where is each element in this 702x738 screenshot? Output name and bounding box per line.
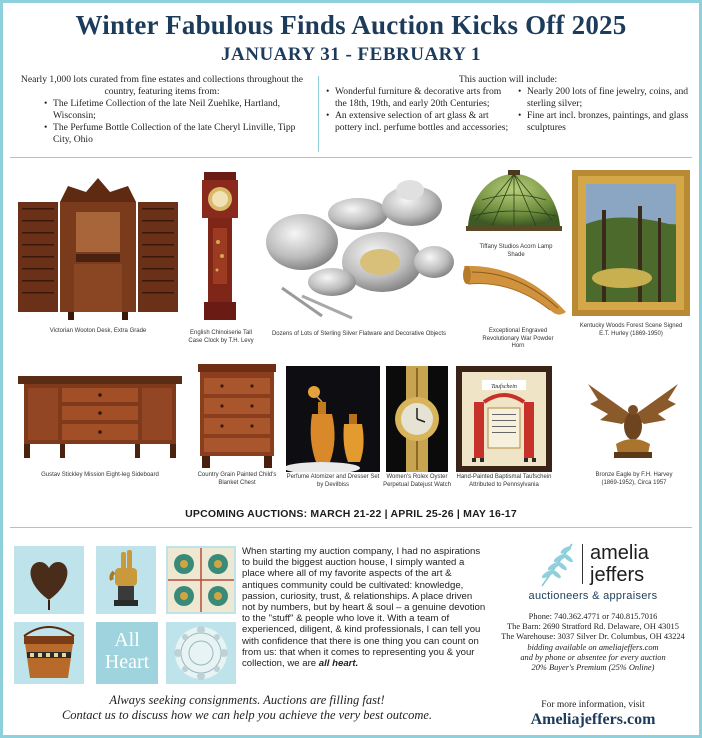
intro-right-text: This auction will include: (458, 74, 558, 85)
intro-left (14, 74, 310, 146)
story-body: When starting my auction company, I had no aspirations to build the biggest auction house, I simply wanted a place where all of my favorite aspects of the art & antiques community could be cultivated: knowledge, passion, curiosity, trust, & relationships. A place driven not by numbers, but by heart & soul – a genuine devotion to the "stuff" & people who love it. With a team of experienced, diligent, & kind professionals, I can tell you with confidence that there is one thing you can count on from us: that when it comes to representing you & your collection, we are (242, 546, 486, 670)
include-list-right (518, 86, 690, 134)
brand-name (590, 542, 649, 586)
quilt-icon (166, 546, 236, 614)
contact-bidding: bidding available on ameliajeffers.com (527, 642, 659, 652)
lot-caption-eagle: Bronze Eagle by F.H. Harvey (1869-1952), Circa 1957 (595, 472, 673, 486)
include-item: • An extensive selection of art glass & art pottery incl. perfume bottles and accessories; (326, 110, 514, 134)
lot-caption-watch: Women's Rolex Oyster Perpetual Datejust Watch (383, 474, 451, 488)
include-list-left (326, 86, 514, 134)
brand-subtitle: auctioneers & appraisers (528, 590, 658, 602)
intro-right (326, 74, 690, 133)
wooden-heart-icon (14, 546, 84, 614)
story-emphasis: all heart. (318, 658, 359, 670)
contact-phone: Phone: 740.362.4771 or 740.815.7016 (528, 612, 658, 621)
brand-divider (582, 544, 583, 584)
brand-name-line2: jeffers (590, 564, 645, 586)
contact-barn: The Barn: 2690 Stratford Rd. Delaware, OH 43015 (507, 622, 679, 632)
lot-caption-fraktur: Hand-Painted Baptismal Taufschein Attributed to Pennsylvania (456, 474, 552, 488)
perfume-set-image (286, 366, 380, 472)
bronze-eagle-image (586, 380, 680, 458)
sterling-silver-image (262, 170, 456, 320)
contact-info (490, 612, 696, 673)
contact-warehouse: The Warehouse: 3037 Silver Dr. Columbus, OH 43224 (501, 632, 685, 642)
wooton-desk-image (16, 176, 180, 320)
tile-heart (14, 546, 84, 614)
lot-caption-clock: English Chinoiserie Tall Case Clock by T.H. Levy (188, 330, 254, 344)
lot-caption-powder-horn: Exceptional Engraved Revolutionary War Powder Horn (482, 328, 554, 349)
all-heart-line1: All (114, 629, 140, 651)
lot-caption-desk: Victorian Wooton Desk, Extra Grade (49, 328, 147, 334)
landscape-painting-image (572, 170, 690, 316)
include-item: • Wonderful furniture & decorative arts from the 18th, 19th, and early 20th Centuries; (326, 86, 514, 110)
lot-caption-sideboard: Gustav Stickley Mission Eight-leg Sideboard (41, 472, 159, 478)
auction-dates: JANUARY 31 - FEBRUARY 1 (221, 44, 481, 65)
leaf-sprig-icon (532, 540, 578, 588)
tall-case-clock-image (198, 170, 242, 322)
lot-caption-painting: Kentucky Woods Forest Scene Signed E.T. Hurley (1869-1950) (579, 323, 683, 337)
tiffany-shade-image (462, 170, 566, 240)
all-heart-line2: Heart (104, 651, 150, 673)
lot-caption-silver: Dozens of Lots of Sterling Silver Flatware and Decorative Objects (271, 331, 447, 337)
rolex-watch-image (386, 366, 448, 472)
lot-caption-tiffany: Tiffany Studios Acorn Lamp Shade (479, 244, 553, 258)
powder-horn-image (462, 258, 570, 322)
upcoming-auctions: UPCOMING AUCTIONS: MARCH 21-22 | APRIL 25-26 | MAY 16-17 (185, 508, 517, 520)
intro-columns (0, 74, 702, 154)
collection-item: • The Lifetime Collection of the late Neil Zuehlke, Hartland, Wisconsin; (44, 98, 310, 122)
collection-list (14, 98, 310, 146)
owner-story (242, 546, 486, 669)
contact-premium: 20% Buyer's Premium (25% Online) (531, 663, 655, 673)
intro-left-text: Nearly 1,000 lots curated from fine estates and collections throughout the country, featuring items from: (20, 74, 304, 97)
tile-doily (166, 622, 236, 684)
include-item: • Fine art incl. bronzes, paintings, and glass sculptures (518, 110, 690, 134)
lace-doily-icon (166, 622, 236, 684)
brand-name-line1: amelia (590, 542, 649, 564)
tile-quilt (166, 546, 236, 614)
visit-text: For more information, visit (541, 700, 645, 710)
collection-item: • The Perfume Bottle Collection of the late Cheryl Linville, Tipp City, Ohio (44, 122, 310, 146)
fraktur-banner-text: Taufschein (491, 384, 517, 390)
include-item: • Nearly 200 lots of fine jewelry, coins, and sterling silver; (518, 86, 690, 110)
carved-hand-icon (96, 546, 156, 614)
all-heart-tile (96, 622, 158, 684)
blanket-chest-image (196, 364, 278, 468)
tile-basket (14, 622, 84, 684)
divider-rule (10, 527, 692, 528)
consignment-tagline (12, 693, 482, 723)
tagline-line1: Always seeking consignments. Auctions are filling fast! (109, 693, 385, 707)
lot-caption-perfume: Perfume Atomizer and Dresser Set by Devilbiss (286, 474, 380, 488)
contact-phone-bidding: and by phone or absentee for every auction (520, 652, 666, 662)
divider-rule (10, 157, 692, 158)
sideboard-image (16, 376, 184, 458)
painted-bucket-icon (14, 622, 84, 684)
lot-caption-chest: Country Grain Painted Child's Blanket Chest (197, 472, 277, 486)
page-title: Winter Fabulous Finds Auction Kicks Off 2025 (75, 10, 627, 40)
fraktur-image (456, 366, 552, 472)
tagline-line2: Contact us to discuss how we can help you achieve the very best outcome. (61, 708, 433, 722)
tile-hand (96, 546, 156, 614)
column-divider (318, 76, 319, 152)
website-link[interactable]: Ameliajeffers.com (530, 711, 656, 728)
